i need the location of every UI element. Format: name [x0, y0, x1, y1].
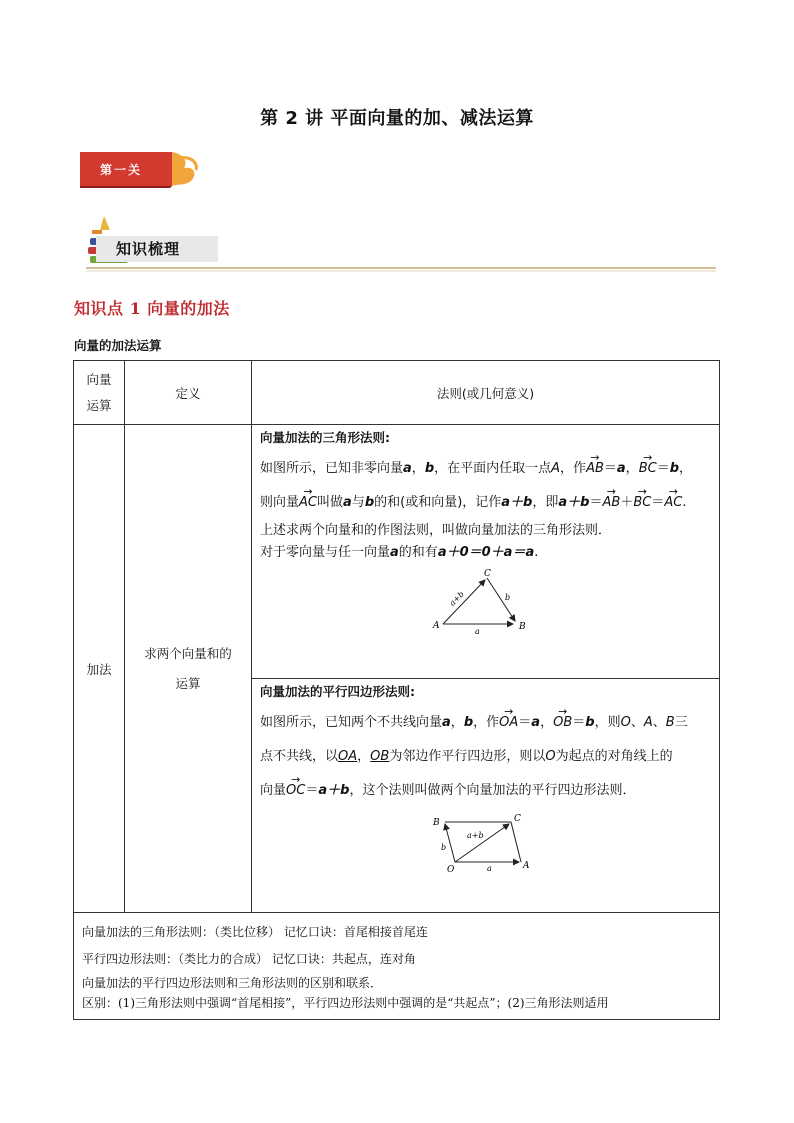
- banner-label: 第一关: [100, 163, 143, 177]
- vector-OC: [455, 824, 509, 862]
- vector-b: [487, 578, 515, 621]
- label-b: b: [504, 592, 510, 602]
- definition-cell: 求两个向量和的 运算: [125, 425, 252, 913]
- label-B: B: [432, 817, 440, 828]
- parallelogram-rule-text: 如图所示，已知两个不共线向量a，b，作→ OA＝a，→ OB＝b，则O、A、B三 点不共线，以OA，OB为邻边作平行四边形，则以O为起点的对角线上的 向量→ OC＝a＋b，这个法则叫做两个向量加法的平行四边形法则．: [260, 706, 711, 808]
- subheading: 向量的加法运算: [74, 338, 162, 353]
- summary-line: 平行四边形法则：（类比力的合成） 记忆口诀：共起点，连对角: [82, 952, 416, 966]
- label-C: C: [513, 813, 521, 824]
- table-row: [74, 425, 720, 679]
- header-operation: 向量 运算: [74, 361, 125, 425]
- row-label-addition: 加法: [74, 425, 125, 913]
- parallelogram-rule-cell: [252, 679, 720, 913]
- summary-line: 向量加法的三角形法则：（类比位移） 记忆口诀：首尾相接首尾连: [82, 925, 428, 939]
- label-A: A: [522, 860, 529, 871]
- header-rule: 法则(或几何意义): [252, 361, 720, 425]
- page-title: 第 2 讲 平面向量的加、减法运算: [260, 108, 534, 129]
- label-b: b: [440, 842, 446, 852]
- table-footer-row: [74, 913, 720, 1020]
- label-B: B: [518, 621, 526, 632]
- triangle-figure: [431, 568, 541, 634]
- rules-table: [73, 360, 720, 1020]
- label-a: a: [474, 626, 480, 634]
- label-O: O: [446, 864, 454, 874]
- section-label: 知识梳理: [116, 240, 181, 258]
- triangle-rule-title: 向量加法的三角形法则:: [260, 430, 390, 445]
- vector-OB: [445, 824, 455, 862]
- header-definition: 定义: [125, 361, 252, 425]
- knowledge-point-heading: 知识点 1 向量的加法: [74, 299, 230, 318]
- side-CA: [511, 822, 521, 862]
- triangle-rule-note: 上述求两个向量和的作图法则，叫做向量加法的三角形法则．: [260, 522, 612, 538]
- label-A: A: [432, 620, 439, 631]
- parallelogram-figure: [431, 812, 541, 874]
- table-header-row: [74, 361, 720, 425]
- section-header-graphic: [86, 212, 726, 274]
- triangle-rule-cell: [252, 425, 720, 679]
- summary-line: 向量加法的平行四边形法则和三角形法则的区别和联系．: [82, 976, 383, 990]
- triangle-rule-text: 如图所示，已知非零向量a，b，在平面内任取一点A，作→ AB＝a，→ BC＝b， 则向量→ AC叫做a与b的和(或和向量)，记作a＋b，即a＋b＝→ AB＋→ BC＝→ AC.: [260, 452, 711, 520]
- parallelogram-rule-title: 向量加法的平行四边形法则:: [260, 684, 415, 699]
- label-C: C: [483, 568, 491, 579]
- label-a: a: [486, 863, 492, 873]
- zero-vector-note: 对于零向量与任一向量a的和有a＋0＝0＋a＝a.: [260, 544, 539, 560]
- label-a-plus-b: a+b: [466, 830, 484, 840]
- summary-line: 区别：(1)三角形法则中强调“首尾相接”，平行四边形法则中强调的是“共起点”；(2)三角形法则适用: [82, 996, 609, 1010]
- label-a-plus-b: a+b: [447, 589, 466, 608]
- summary-cell: [74, 913, 720, 1020]
